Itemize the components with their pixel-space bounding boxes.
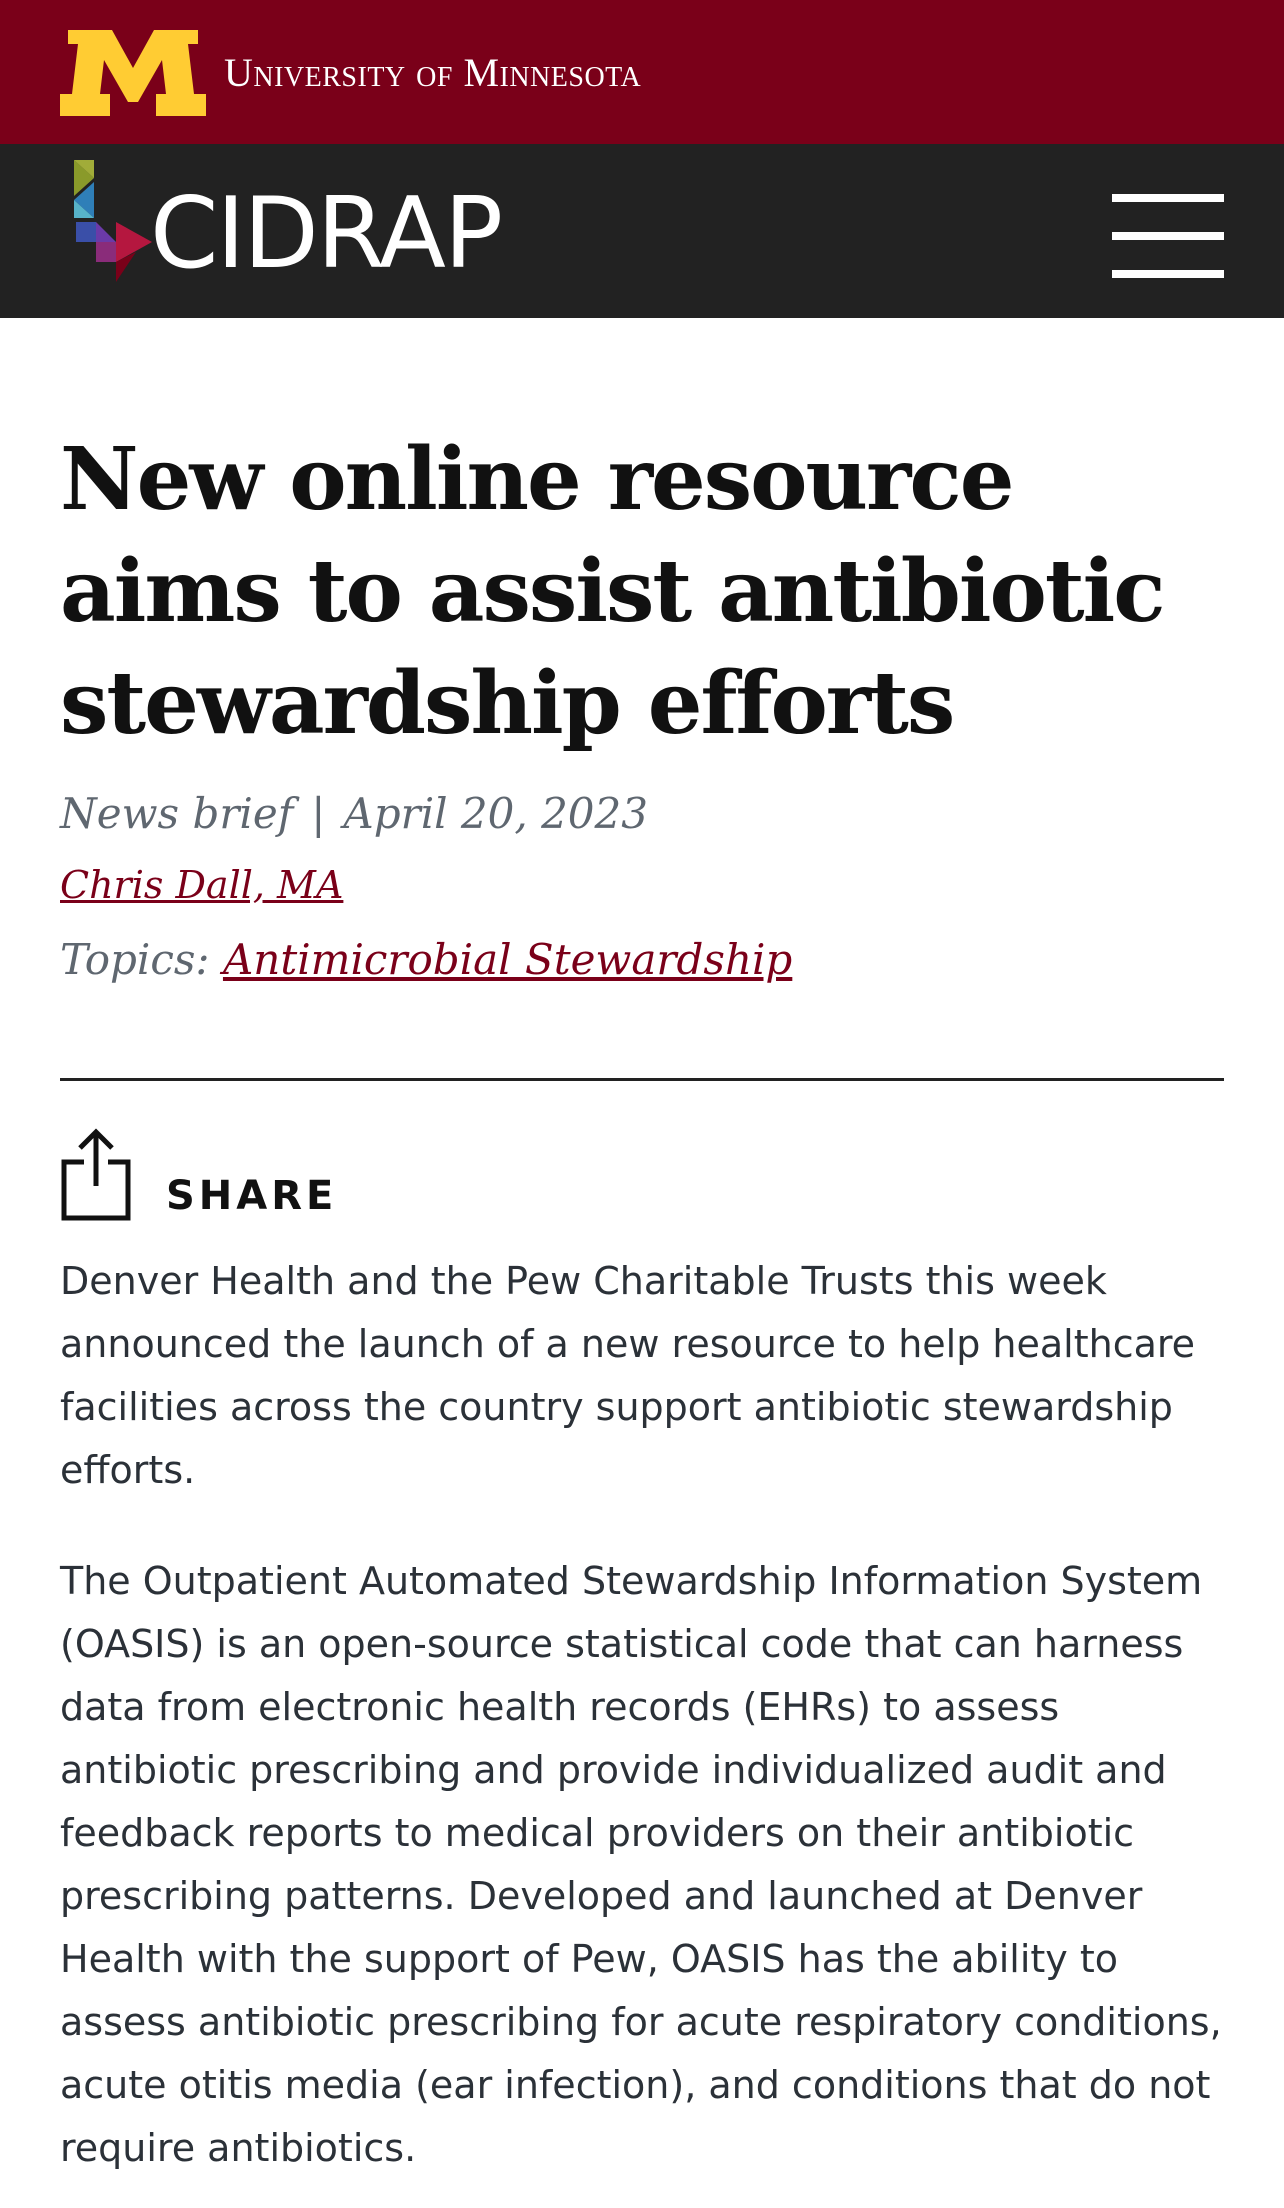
body-paragraph-1: Denver Health and the Pew Charitable Trusts this week announced the launch of a new resource to help healthcare facilities across the country support antibiotic stewardship efforts. <box>60 1259 1196 1492</box>
author-link[interactable]: Chris Dall, MA <box>60 863 344 907</box>
university-m-logo-icon[interactable] <box>60 30 206 116</box>
hamburger-icon <box>1112 194 1224 202</box>
divider <box>60 1078 1224 1081</box>
article-date: April 20, 2023 <box>343 789 648 838</box>
article-title: New online resource aims to assist antibiotic stewardship efforts <box>60 429 1164 754</box>
topic-link-antimicrobial-stewardship[interactable]: Antimicrobial Stewardship <box>222 935 793 984</box>
share-label: SHARE <box>166 1173 338 1219</box>
share-icon <box>60 1126 132 1222</box>
topics-label: Topics: <box>60 935 210 984</box>
university-bar <box>0 0 1284 144</box>
article-meta <box>60 786 648 842</box>
cidrap-wordmark[interactable]: CIDRAP <box>150 177 502 291</box>
university-name[interactable]: University of Minnesota <box>224 50 642 95</box>
meta-separator: | <box>311 789 326 838</box>
cidrap-logo-icon[interactable] <box>62 158 152 282</box>
share-button[interactable] <box>60 1126 337 1222</box>
body-paragraph-2: The Outpatient Automated Stewardship Information System (OASIS) is an open-source statistical code that can harness data from electronic health records (EHRs) to assess antibiotic prescribing and provide individualized audit and feedback reports to medical providers on their antibiotic prescribing patterns. Developed and launched at Denver Health with the support of Pew, OASIS has the ability to assess antibiotic prescribing for acute respiratory conditions, acute otitis media (ear infection), and conditions that do not require antibiotics. <box>60 1559 1222 2170</box>
article-type: News brief <box>60 789 294 838</box>
hamburger-menu-button[interactable] <box>1112 192 1224 280</box>
topics <box>60 932 792 988</box>
site-header <box>0 144 1284 318</box>
